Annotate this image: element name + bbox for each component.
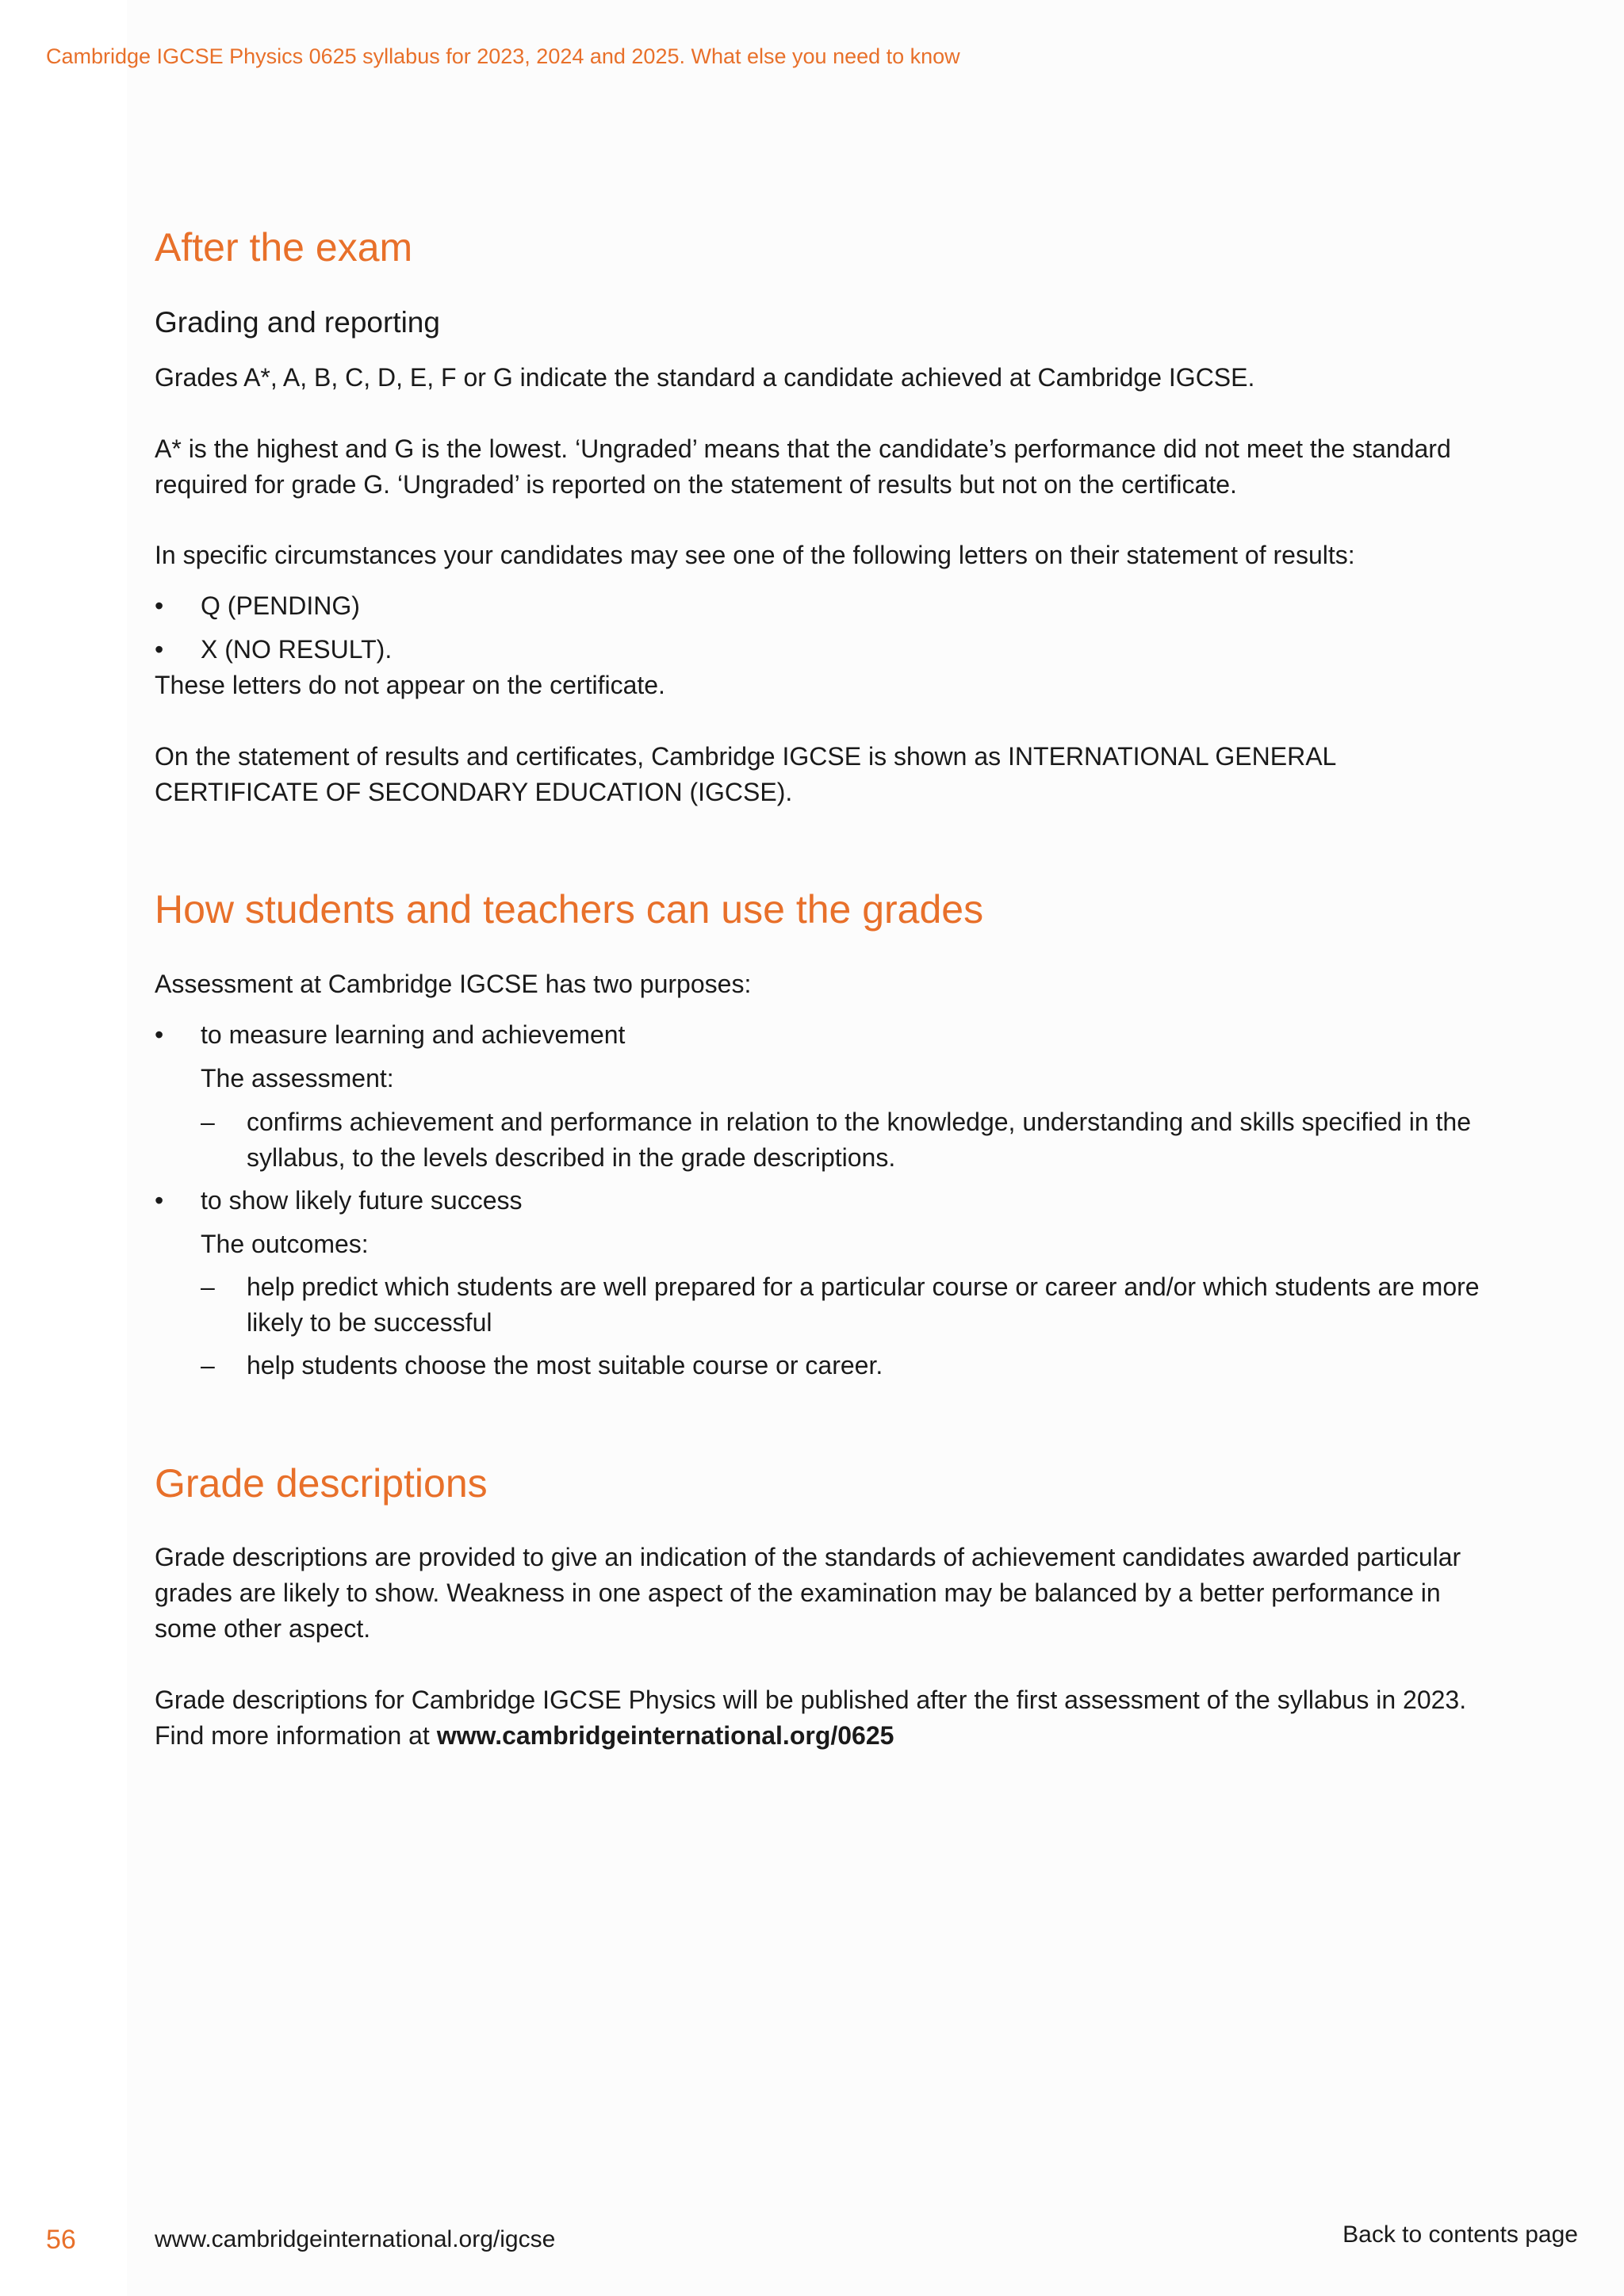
page-number: 56 bbox=[46, 2225, 76, 2255]
back-to-contents-link[interactable]: Back to contents page bbox=[1342, 2221, 1578, 2248]
dash-mark: – bbox=[201, 1108, 215, 1136]
dash-item-text: confirms achievement and performance in relation to the knowledge, understanding and skills specified in the syllabus, to the levels described in the grade descriptions. bbox=[247, 1108, 1471, 1172]
sub-label-assessment: The assessment: bbox=[201, 1064, 394, 1093]
bullet-mark: • bbox=[155, 591, 164, 620]
list-item-text: to show likely future success bbox=[201, 1186, 523, 1215]
bullet-mark: • bbox=[155, 635, 164, 664]
sub-label-outcomes: The outcomes: bbox=[201, 1230, 369, 1258]
paragraph-highest-lowest: A* is the highest and G is the lowest. ‘Ungraded’ means that the candidate’s performance did not meet the standard required for grade G. ‘Ungraded’ is reported on the statement of results but not on the certificate. bbox=[155, 434, 1451, 499]
bullet-mark: • bbox=[155, 1020, 164, 1049]
dash-item-text: help predict which students are well prepared for a particular course or career and/or which students are more likely to be successful bbox=[247, 1272, 1480, 1337]
more-info-text: Find more information at bbox=[155, 1721, 430, 1750]
heading-after-the-exam: After the exam bbox=[155, 225, 413, 270]
paragraph-specific-circumstances: In specific circumstances your candidates may see one of the following letters on their statement of results: bbox=[155, 541, 1355, 569]
list-item-text: X (NO RESULT). bbox=[201, 635, 393, 664]
list-item-text: to measure learning and achievement bbox=[201, 1020, 626, 1049]
footer-igcse-link[interactable]: www.cambridgeinternational.org/igcse bbox=[155, 2226, 556, 2252]
paragraph-grade-descriptions-published bbox=[155, 1682, 1487, 1754]
bullet-mark: • bbox=[155, 1186, 164, 1215]
paragraph-letters-not-on-certificate: These letters do not appear on the certificate. bbox=[155, 671, 665, 699]
heading-grade-descriptions: Grade descriptions bbox=[155, 1461, 488, 1506]
paragraph-statement-of-results: On the statement of results and certificates, Cambridge IGCSE is shown as INTERNATIONAL GENERAL CERTIFICATE OF SECONDARY EDUCATION (IGCSE). bbox=[155, 742, 1336, 806]
paragraph-two-purposes: Assessment at Cambridge IGCSE has two purposes: bbox=[155, 970, 752, 998]
paragraph-grades: Grades A*, A, B, C, D, E, F or G indicate the standard a candidate achieved at Cambridge IGCSE. bbox=[155, 363, 1255, 392]
dash-item-text: help students choose the most suitable course or career. bbox=[247, 1351, 883, 1380]
list-item-text: Q (PENDING) bbox=[201, 591, 360, 620]
running-header: Cambridge IGCSE Physics 0625 syllabus for 2023, 2024 and 2025. What else you need to know bbox=[46, 44, 960, 68]
heading-how-use-grades: How students and teachers can use the grades bbox=[155, 887, 984, 932]
dash-mark: – bbox=[201, 1272, 215, 1301]
syllabus-link[interactable]: www.cambridgeinternational.org/0625 bbox=[436, 1721, 894, 1750]
dash-mark: – bbox=[201, 1351, 215, 1380]
published-text: Grade descriptions for Cambridge IGCSE Physics will be published after the first assessment of the syllabus in 2023. bbox=[155, 1686, 1467, 1714]
paragraph-grade-descriptions-purpose: Grade descriptions are provided to give an indication of the standards of achievement candidates awarded particular grades are likely to show. Weakness in one aspect of the examination may be balanced by a better performance in some other aspect. bbox=[155, 1543, 1461, 1643]
subheading-grading-and-reporting: Grading and reporting bbox=[155, 306, 440, 339]
